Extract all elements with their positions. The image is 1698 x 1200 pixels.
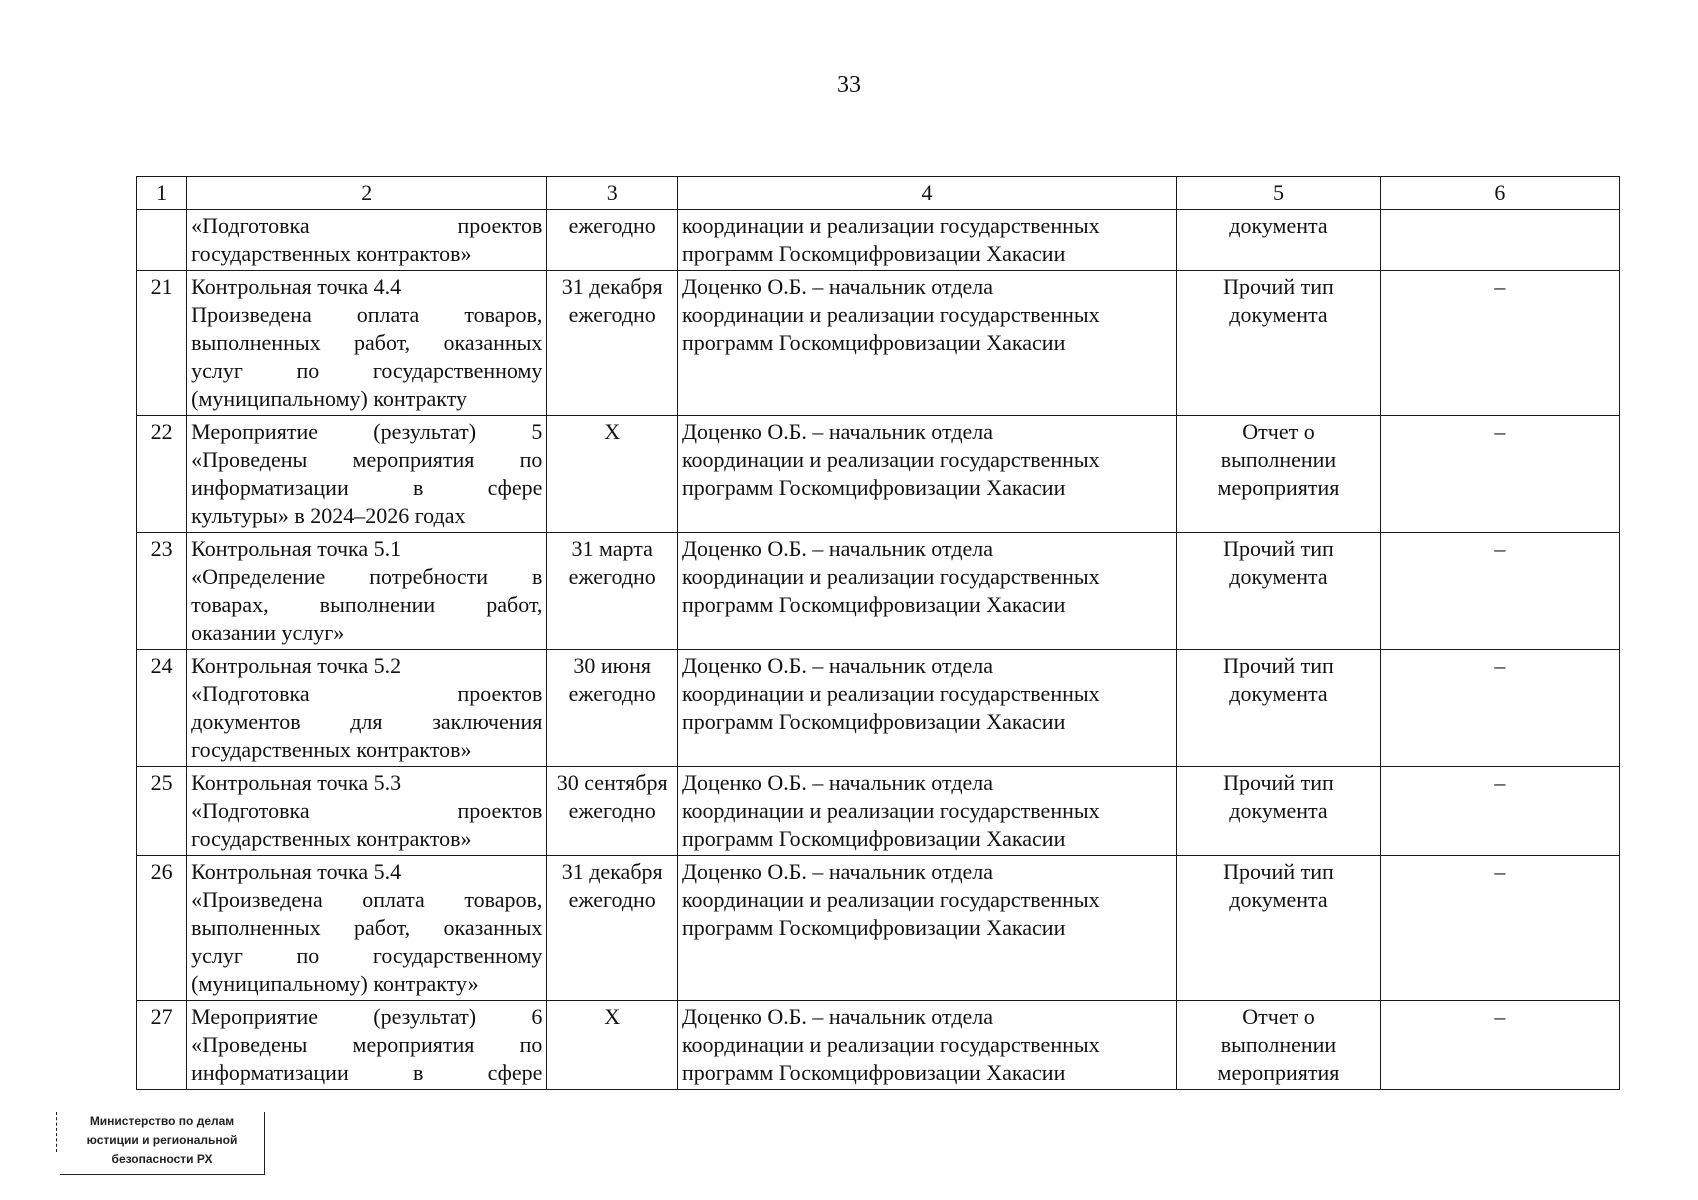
cell-text: – — [1494, 770, 1506, 795]
responsible-cell — [677, 210, 1176, 271]
deadline-cell — [547, 856, 678, 1001]
cell-text-line: государственных контрактов» — [191, 737, 472, 762]
cell-text-line: Контрольная точка 5.1 — [191, 536, 402, 561]
cell-text: 25 — [150, 770, 173, 795]
stamp-line: Министерство по делам — [89, 1114, 235, 1128]
cell-text-line: 30 сентября — [556, 770, 668, 795]
cell-text-line: «Подготовка проектов — [191, 213, 543, 238]
document-type-cell — [1177, 210, 1381, 271]
document-type-cell — [1177, 856, 1381, 1001]
cell-text-line: «Определение потребности в — [191, 564, 543, 589]
cell-text-line: «Произведена оплата товаров, — [191, 887, 543, 912]
cell-text-line: координации и реализации государственных — [681, 681, 1100, 706]
cell-text-line: ежегодно — [568, 681, 656, 706]
activity-name-cell — [187, 533, 547, 650]
cell-text: 23 — [150, 536, 173, 561]
cell-text-line: информатизации в сфере — [191, 475, 543, 500]
cell-text-line: 31 декабря — [561, 274, 663, 299]
cell-text-line: координации и реализации государственных — [681, 302, 1100, 327]
activity-name-cell — [187, 856, 547, 1001]
cell-text-line: Х — [604, 1004, 621, 1029]
activity-name-cell — [187, 1001, 547, 1090]
header-cell: 1 — [137, 177, 187, 210]
table-row — [137, 416, 1620, 533]
note-cell — [1380, 533, 1619, 650]
cell-text-line: координации и реализации государственных — [681, 447, 1100, 472]
cell-text-line: Доценко О.Б. – начальник отдела — [681, 653, 994, 678]
cell-text-line: программ Госкомцифровизации Хакасии — [681, 826, 1066, 851]
cell-text-line: Контрольная точка 5.3 — [191, 770, 402, 795]
cell-text: – — [1494, 653, 1506, 678]
cell-text-line: программ Госкомцифровизации Хакасии — [681, 1060, 1066, 1085]
cell-text-line: координации и реализации государственных — [681, 798, 1100, 823]
cell-text: 22 — [150, 419, 173, 444]
cell-text-line: программ Госкомцифровизации Хакасии — [681, 475, 1066, 500]
cell-text-line: программ Госкомцифровизации Хакасии — [681, 709, 1066, 734]
cell-text-line: «Подготовка проектов — [191, 681, 543, 706]
cell-text-line: Прочий тип — [1223, 653, 1334, 678]
responsible-cell — [677, 416, 1176, 533]
stamp-line: безопасности РХ — [111, 1152, 213, 1166]
registration-stamp — [60, 1112, 265, 1175]
document-type-cell — [1177, 416, 1381, 533]
cell-text-line: выполненных работ, оказанных — [191, 330, 543, 355]
cell-text: 21 — [150, 274, 173, 299]
cell-text-line: программ Госкомцифровизации Хакасии — [681, 330, 1066, 355]
activity-name-cell — [187, 416, 547, 533]
cell-text-line: ежегодно — [568, 213, 656, 238]
cell-text-line: Мероприятие (результат) 5 — [191, 419, 543, 444]
cell-text-line: информатизации в сфере — [191, 1060, 543, 1085]
cell-text-line: программ Госкомцифровизации Хакасии — [681, 592, 1066, 617]
cell-text-line: Контрольная точка 4.4 — [191, 274, 402, 299]
cell-text-line: программ Госкомцифровизации Хакасии — [681, 915, 1066, 940]
note-cell — [1380, 416, 1619, 533]
cell-text-line: мероприятия — [1217, 1060, 1340, 1085]
cell-text-line: «Проведены мероприятия по — [191, 447, 543, 472]
responsible-cell — [677, 1001, 1176, 1090]
stamp-line: юстиции и региональной — [86, 1133, 238, 1147]
activity-name-cell — [187, 767, 547, 856]
row-number-cell — [137, 271, 187, 416]
table-row — [137, 210, 1620, 271]
note-cell — [1380, 210, 1619, 271]
cell-text-line: Отчет о — [1242, 419, 1315, 444]
responsible-cell — [677, 533, 1176, 650]
cell-text-line: Прочий тип — [1223, 859, 1334, 884]
header-cell: 3 — [547, 177, 678, 210]
cell-text-line: Х — [604, 419, 621, 444]
activity-name-cell — [187, 271, 547, 416]
table-header-row — [137, 177, 1620, 210]
table-row — [137, 533, 1620, 650]
document-type-cell — [1177, 271, 1381, 416]
cell-text-line: координации и реализации государственных — [681, 564, 1100, 589]
note-cell — [1380, 271, 1619, 416]
header-cell: 6 — [1380, 177, 1619, 210]
header-cell: 4 — [677, 177, 1176, 210]
cell-text: – — [1494, 536, 1506, 561]
cell-text-line: документов для заключения — [191, 709, 543, 734]
table-row — [137, 767, 1620, 856]
cell-text-line: Контрольная точка 5.2 — [191, 653, 402, 678]
cell-text-line: Мероприятие (результат) 6 — [191, 1004, 543, 1029]
row-number-cell — [137, 650, 187, 767]
activity-name-cell — [187, 210, 547, 271]
cell-text-line: Доценко О.Б. – начальник отдела — [681, 1004, 994, 1029]
cell-text-line: координации и реализации государственных — [681, 887, 1100, 912]
cell-text-line: 31 марта — [571, 536, 653, 561]
document-type-cell — [1177, 1001, 1381, 1090]
cell-text-line: ежегодно — [568, 302, 656, 327]
cell-text-line: услуг по государственному — [191, 943, 543, 968]
cell-text-line: услуг по государственному — [191, 358, 543, 383]
deadline-cell — [547, 650, 678, 767]
cell-text: 27 — [150, 1004, 173, 1029]
cell-text-line: «Подготовка проектов — [191, 798, 543, 823]
cell-text-line: (муниципальному) контракту — [191, 386, 468, 411]
deadline-cell — [547, 271, 678, 416]
note-cell — [1380, 856, 1619, 1001]
cell-text-line: государственных контрактов» — [191, 826, 472, 851]
cell-text: – — [1494, 419, 1506, 444]
cell-text-line: ежегодно — [568, 564, 656, 589]
table-row — [137, 856, 1620, 1001]
cell-text-line: мероприятия — [1217, 475, 1340, 500]
cell-text-line: программ Госкомцифровизации Хакасии — [681, 241, 1066, 266]
cell-text-line: документа — [1229, 564, 1328, 589]
cell-text: 26 — [150, 859, 173, 884]
cell-text-line: Прочий тип — [1223, 274, 1334, 299]
cell-text-line: выполнении — [1220, 447, 1337, 472]
cell-text: – — [1494, 274, 1506, 299]
cell-text-line: Произведена оплата товаров, — [191, 302, 543, 327]
cell-text-line: товарах, выполнении работ, — [191, 592, 543, 617]
plan-table — [136, 176, 1620, 1090]
cell-text-line: Прочий тип — [1223, 536, 1334, 561]
row-number-cell — [137, 1001, 187, 1090]
stamp-border — [56, 1112, 59, 1152]
deadline-cell — [547, 1001, 678, 1090]
header-cell: 5 — [1177, 177, 1381, 210]
cell-text: – — [1494, 1004, 1506, 1029]
note-cell — [1380, 650, 1619, 767]
activity-name-cell — [187, 650, 547, 767]
cell-text-line: Доценко О.Б. – начальник отдела — [681, 536, 994, 561]
cell-text-line: государственных контрактов» — [191, 241, 472, 266]
cell-text-line: ежегодно — [568, 887, 656, 912]
responsible-cell — [677, 767, 1176, 856]
cell-text-line: Доценко О.Б. – начальник отдела — [681, 859, 994, 884]
cell-text-line: Доценко О.Б. – начальник отдела — [681, 274, 994, 299]
cell-text-line: ежегодно — [568, 798, 656, 823]
cell-text-line: выполненных работ, оказанных — [191, 915, 543, 940]
note-cell — [1380, 1001, 1619, 1090]
responsible-cell — [677, 271, 1176, 416]
table-row — [137, 271, 1620, 416]
responsible-cell — [677, 650, 1176, 767]
table-row — [137, 650, 1620, 767]
responsible-cell — [677, 856, 1176, 1001]
document-type-cell — [1177, 650, 1381, 767]
row-number-cell — [137, 210, 187, 271]
cell-text-line: Контрольная точка 5.4 — [191, 859, 402, 884]
cell-text-line: документа — [1229, 681, 1328, 706]
cell-text-line: документа — [1229, 302, 1328, 327]
cell-text-line: 30 июня — [573, 653, 651, 678]
cell-text-line: документа — [1229, 887, 1328, 912]
cell-text-line: «Проведены мероприятия по — [191, 1032, 543, 1057]
note-cell — [1380, 767, 1619, 856]
header-cell: 2 — [187, 177, 547, 210]
cell-text-line: Прочий тип — [1223, 770, 1334, 795]
cell-text-line: Доценко О.Б. – начальник отдела — [681, 770, 994, 795]
cell-text-line: документа — [1229, 213, 1328, 238]
cell-text-line: Отчет о — [1242, 1004, 1315, 1029]
deadline-cell — [547, 533, 678, 650]
cell-text-line: выполнении — [1220, 1032, 1337, 1057]
deadline-cell — [547, 767, 678, 856]
document-type-cell — [1177, 767, 1381, 856]
row-number-cell — [137, 416, 187, 533]
document-type-cell — [1177, 533, 1381, 650]
cell-text: – — [1494, 859, 1506, 884]
cell-text-line: координации и реализации государственных — [681, 1032, 1100, 1057]
cell-text-line: 31 декабря — [561, 859, 663, 884]
row-number-cell — [137, 533, 187, 650]
table-row — [137, 1001, 1620, 1090]
row-number-cell — [137, 767, 187, 856]
cell-text-line: координации и реализации государственных — [681, 213, 1100, 238]
cell-text-line: оказании услуг» — [191, 620, 345, 645]
cell-text-line: культуры» в 2024–2026 годах — [191, 503, 466, 528]
cell-text-line: документа — [1229, 798, 1328, 823]
cell-text-line: (муниципальному) контракту» — [191, 971, 479, 996]
deadline-cell — [547, 416, 678, 533]
cell-text-line: Доценко О.Б. – начальник отдела — [681, 419, 994, 444]
cell-text: 24 — [150, 653, 173, 678]
page-number: 33 — [837, 72, 861, 98]
row-number-cell — [137, 856, 187, 1001]
deadline-cell — [547, 210, 678, 271]
